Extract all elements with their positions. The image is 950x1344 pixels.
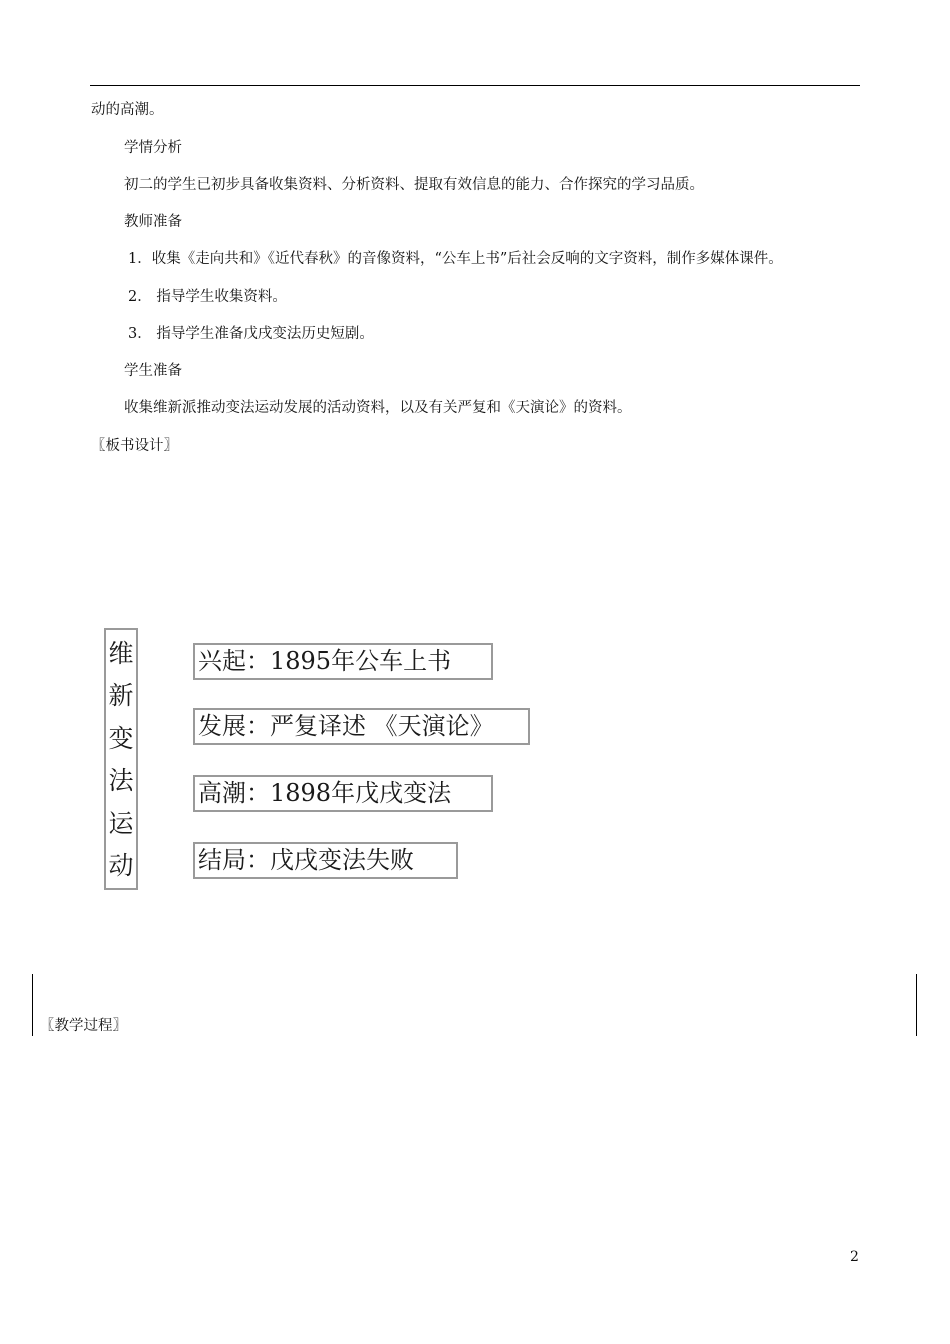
teacher-prep-item-2: 2． 指导学生收集资料。 <box>128 289 287 305</box>
board-item-rise: 兴起：1895年公车上书 <box>193 643 493 680</box>
board-vertical-title-box <box>104 628 138 890</box>
teacher-prep-item-3: 3． 指导学生准备戊戌变法历史短剧。 <box>128 326 374 342</box>
teacher-prep-item-1: 1．收集《走向共和》《近代春秋》的音像资料，“公车上书”后社会反响的文字资料，制作多媒体课件。 <box>128 251 783 267</box>
teaching-process-heading: 〖教学过程〗 <box>40 1018 127 1034</box>
board-design-heading: 〖板书设计〗 <box>91 438 178 454</box>
heading-teacher-prep: 教师准备 <box>124 214 182 230</box>
vertical-title-char: 变 <box>108 723 134 753</box>
heading-student-prep: 学生准备 <box>124 363 182 379</box>
header-rule <box>90 85 860 86</box>
board-item-climax: 高潮：1898年戊戌变法 <box>193 775 493 812</box>
vertical-title-char: 新 <box>108 681 134 711</box>
vertical-title-char: 法 <box>108 766 134 796</box>
board-item-outcome: 结局：戊戌变法失败 <box>193 842 458 879</box>
vertical-title-char: 运 <box>108 808 134 838</box>
right-margin-bar <box>916 974 917 1036</box>
page-number: 2 <box>850 1249 859 1265</box>
body-line-student-prep: 收集维新派推动变法运动发展的活动资料，以及有关严复和《天演论》的资料。 <box>124 400 632 416</box>
body-line-continuation: 动的高潮。 <box>91 102 164 118</box>
vertical-title-char: 动 <box>108 850 134 880</box>
left-margin-bar <box>32 974 33 1036</box>
vertical-title-char: 维 <box>108 639 134 668</box>
board-item-development: 发展：严复译述 《天演论》 <box>193 708 530 745</box>
body-line-student-analysis: 初二的学生已初步具备收集资料、分析资料、提取有效信息的能力、合作探究的学习品质。 <box>124 177 704 193</box>
heading-student-analysis: 学情分析 <box>124 140 182 156</box>
